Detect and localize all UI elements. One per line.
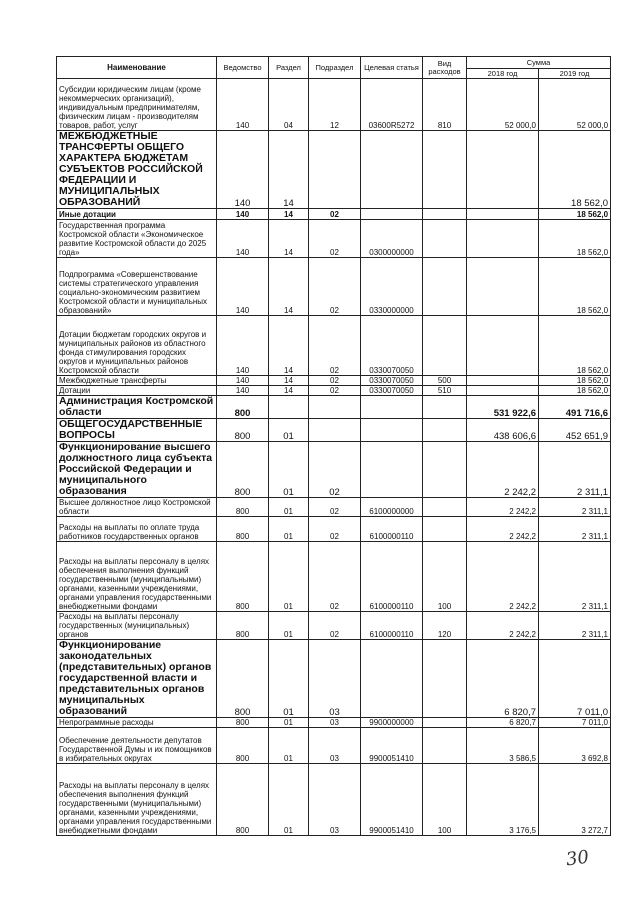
row-sum-2019: 2 311,1 (539, 542, 611, 612)
table-row (57, 612, 611, 640)
row-expense-type (423, 498, 467, 517)
row-subsection: 03 (309, 640, 361, 718)
col-header-dept: Ведомство (217, 57, 269, 79)
row-name: Дотации (57, 386, 217, 396)
row-sum-2019: 2 311,1 (539, 442, 611, 498)
row-article: 6100000110 (361, 612, 423, 640)
row-article: 9900051410 (361, 728, 423, 764)
row-article (361, 640, 423, 718)
row-dept: 140 (217, 79, 269, 131)
table-row (57, 209, 611, 220)
row-article: 6100000000 (361, 498, 423, 517)
row-subsection: 02 (309, 376, 361, 386)
row-expense-type (423, 220, 467, 258)
row-dept: 800 (217, 542, 269, 612)
row-name: Расходы на выплаты персоналу в целях обеспечения выполнения функций государственными (муниципальными) органами, казенными учреждениями, органами управления государственными внебюджетными фондами (57, 764, 217, 836)
row-dept: 800 (217, 640, 269, 718)
row-subsection: 12 (309, 79, 361, 131)
row-dept: 140 (217, 386, 269, 396)
row-dept: 800 (217, 728, 269, 764)
row-section: 01 (269, 728, 309, 764)
table-row (57, 220, 611, 258)
col-header-expense-type: Вид расходов (423, 57, 467, 79)
table-row (57, 386, 611, 396)
row-section: 14 (269, 258, 309, 316)
table-row (57, 718, 611, 728)
row-section: 14 (269, 386, 309, 396)
row-expense-type (423, 258, 467, 316)
row-section: 14 (269, 131, 309, 209)
row-subsection: 02 (309, 386, 361, 396)
row-name: ОБЩЕГОСУДАРСТВЕННЫЕ ВОПРОСЫ (57, 419, 217, 442)
row-subsection: 02 (309, 220, 361, 258)
row-name: Функционирование законодательных (представительных) органов государственной власти и представительных органов муниципальных образований (57, 640, 217, 718)
row-subsection: 02 (309, 209, 361, 220)
row-subsection: 02 (309, 316, 361, 376)
row-subsection (309, 419, 361, 442)
table-row (57, 258, 611, 316)
row-name: Непрограммные расходы (57, 718, 217, 728)
row-sum-2018 (467, 258, 539, 316)
row-expense-type (423, 209, 467, 220)
row-sum-2018: 6 820,7 (467, 640, 539, 718)
table-row (57, 396, 611, 419)
row-sum-2018: 3 176,5 (467, 764, 539, 836)
row-sum-2019: 3 692,8 (539, 728, 611, 764)
row-sum-2019: 3 272,7 (539, 764, 611, 836)
table-row (57, 316, 611, 376)
row-sum-2018 (467, 220, 539, 258)
row-section: 01 (269, 498, 309, 517)
row-article (361, 131, 423, 209)
row-expense-type: 100 (423, 764, 467, 836)
row-subsection: 02 (309, 498, 361, 517)
row-section: 14 (269, 209, 309, 220)
row-sum-2019: 18 562,0 (539, 209, 611, 220)
row-name: Расходы на выплаты по оплате труда работников государственных органов (57, 517, 217, 542)
row-subsection: 03 (309, 718, 361, 728)
row-section: 01 (269, 542, 309, 612)
row-article (361, 419, 423, 442)
row-dept: 800 (217, 612, 269, 640)
row-dept: 140 (217, 209, 269, 220)
row-dept: 140 (217, 316, 269, 376)
row-article: 0330070050 (361, 316, 423, 376)
budget-table-page (56, 56, 610, 836)
row-sum-2018: 438 606,6 (467, 419, 539, 442)
row-dept: 800 (217, 517, 269, 542)
row-sum-2019: 491 716,6 (539, 396, 611, 419)
row-section: 14 (269, 316, 309, 376)
budget-table (56, 56, 611, 836)
row-sum-2018: 2 242,2 (467, 498, 539, 517)
row-section: 04 (269, 79, 309, 131)
row-dept: 800 (217, 419, 269, 442)
table-row (57, 764, 611, 836)
row-article (361, 442, 423, 498)
row-expense-type (423, 442, 467, 498)
row-sum-2019: 7 011,0 (539, 718, 611, 728)
row-sum-2019: 18 562,0 (539, 316, 611, 376)
table-body (57, 79, 611, 836)
col-header-name: Наименование (57, 57, 217, 79)
table-row (57, 131, 611, 209)
row-sum-2019: 18 562,0 (539, 131, 611, 209)
row-subsection: 02 (309, 612, 361, 640)
row-name: Государственная программа Костромской области «Экономическое развитие Костромской области до 2025 года» (57, 220, 217, 258)
row-sum-2018: 531 922,6 (467, 396, 539, 419)
row-article: 0330070050 (361, 376, 423, 386)
row-dept: 800 (217, 498, 269, 517)
row-expense-type (423, 640, 467, 718)
row-name: Расходы на выплаты персоналу в целях обеспечения выполнения функций государственными (муниципальными) органами, казенными учреждениями, органами управления государственными внебюджетными фондами (57, 542, 217, 612)
row-sum-2019: 2 311,1 (539, 517, 611, 542)
row-dept: 800 (217, 718, 269, 728)
row-sum-2018 (467, 131, 539, 209)
col-header-year1: 2018 год (467, 69, 539, 79)
row-expense-type: 120 (423, 612, 467, 640)
row-sum-2018: 2 242,2 (467, 542, 539, 612)
row-sum-2018 (467, 316, 539, 376)
row-section: 01 (269, 764, 309, 836)
row-sum-2019: 18 562,0 (539, 220, 611, 258)
row-sum-2018: 52 000,0 (467, 79, 539, 131)
row-dept: 140 (217, 376, 269, 386)
row-expense-type: 810 (423, 79, 467, 131)
table-row (57, 542, 611, 612)
row-sum-2018: 2 242,2 (467, 612, 539, 640)
table-row (57, 640, 611, 718)
row-expense-type (423, 131, 467, 209)
table-row (57, 498, 611, 517)
row-name: Высшее должностное лицо Костромской области (57, 498, 217, 517)
row-article: 6100000110 (361, 517, 423, 542)
row-expense-type (423, 419, 467, 442)
row-expense-type: 500 (423, 376, 467, 386)
row-name: Подпрограмма «Совершенствование системы стратегического управления социально-экономическим развитием Костромской области и муниципальных образований» (57, 258, 217, 316)
row-section: 01 (269, 442, 309, 498)
row-subsection: 02 (309, 442, 361, 498)
row-expense-type (423, 517, 467, 542)
col-header-subsection: Подраздел (309, 57, 361, 79)
row-sum-2019: 2 311,1 (539, 498, 611, 517)
row-subsection (309, 396, 361, 419)
row-name: Субсидии юридическим лицам (кроме некоммерческих организаций), индивидуальным предпринимателям, физическим лицам - производителям товаров, работ, услуг (57, 79, 217, 131)
row-name: Расходы на выплаты персоналу государственных (муниципальных) органов (57, 612, 217, 640)
row-sum-2019: 52 000,0 (539, 79, 611, 131)
row-expense-type (423, 728, 467, 764)
row-subsection: 03 (309, 764, 361, 836)
row-expense-type: 100 (423, 542, 467, 612)
row-sum-2018 (467, 209, 539, 220)
row-sum-2018: 2 242,2 (467, 442, 539, 498)
row-article (361, 209, 423, 220)
row-sum-2019: 7 011,0 (539, 640, 611, 718)
row-article (361, 396, 423, 419)
row-sum-2018: 2 242,2 (467, 517, 539, 542)
row-sum-2019: 452 651,9 (539, 419, 611, 442)
row-dept: 800 (217, 442, 269, 498)
col-header-section: Раздел (269, 57, 309, 79)
row-dept: 140 (217, 258, 269, 316)
row-name: Дотации бюджетам городских округов и муниципальных районов из областного фонда стимулирования городских округов и муниципальных районов Костромской области (57, 316, 217, 376)
row-name: Межбюджетные трансферты (57, 376, 217, 386)
row-article: 0300000000 (361, 220, 423, 258)
row-sum-2018 (467, 386, 539, 396)
row-sum-2019: 18 562,0 (539, 386, 611, 396)
row-article: 9900051410 (361, 764, 423, 836)
row-expense-type (423, 396, 467, 419)
row-article: 03600R5272 (361, 79, 423, 131)
row-name: Функционирование высшего должностного лица субъекта Российской Федерации и муниципального образования (57, 442, 217, 498)
row-sum-2018 (467, 376, 539, 386)
row-dept: 800 (217, 396, 269, 419)
row-section: 14 (269, 220, 309, 258)
row-sum-2019: 18 562,0 (539, 258, 611, 316)
col-header-year2: 2019 год (539, 69, 611, 79)
row-section: 01 (269, 612, 309, 640)
col-header-article: Целевая статья (361, 57, 423, 79)
row-dept: 140 (217, 131, 269, 209)
row-expense-type (423, 718, 467, 728)
row-section: 14 (269, 376, 309, 386)
row-sum-2019: 18 562,0 (539, 376, 611, 386)
row-expense-type: 510 (423, 386, 467, 396)
row-sum-2019: 2 311,1 (539, 612, 611, 640)
table-row (57, 419, 611, 442)
row-subsection (309, 131, 361, 209)
table-row (57, 517, 611, 542)
row-section: 01 (269, 517, 309, 542)
row-dept: 140 (217, 220, 269, 258)
row-expense-type (423, 316, 467, 376)
col-header-sum: Сумма (467, 57, 611, 69)
row-article: 6100000110 (361, 542, 423, 612)
row-section (269, 396, 309, 419)
table-row (57, 376, 611, 386)
row-name: Иные дотации (57, 209, 217, 220)
page-number-handwritten: 30 (564, 846, 591, 871)
row-name: Администрация Костромской области (57, 396, 217, 419)
row-subsection: 02 (309, 517, 361, 542)
row-subsection: 02 (309, 258, 361, 316)
row-name: МЕЖБЮДЖЕТНЫЕ ТРАНСФЕРТЫ ОБЩЕГО ХАРАКТЕРА БЮДЖЕТАМ СУБЪЕКТОВ РОССИЙСКОЙ ФЕДЕРАЦИИ И МУНИЦИПАЛЬНЫХ ОБРАЗОВАНИЙ (57, 131, 217, 209)
row-subsection: 03 (309, 728, 361, 764)
row-article: 0330000000 (361, 258, 423, 316)
row-dept: 800 (217, 764, 269, 836)
table-row (57, 728, 611, 764)
row-subsection: 02 (309, 542, 361, 612)
table-row (57, 442, 611, 498)
row-section: 01 (269, 640, 309, 718)
table-row (57, 79, 611, 131)
row-section: 01 (269, 718, 309, 728)
row-section: 01 (269, 419, 309, 442)
row-sum-2018: 6 820,7 (467, 718, 539, 728)
row-name: Обеспечение деятельности депутатов Государственной Думы и их помощников в избирательных округах (57, 728, 217, 764)
row-article: 9900000000 (361, 718, 423, 728)
row-sum-2018: 3 586,5 (467, 728, 539, 764)
row-article: 0330070050 (361, 386, 423, 396)
